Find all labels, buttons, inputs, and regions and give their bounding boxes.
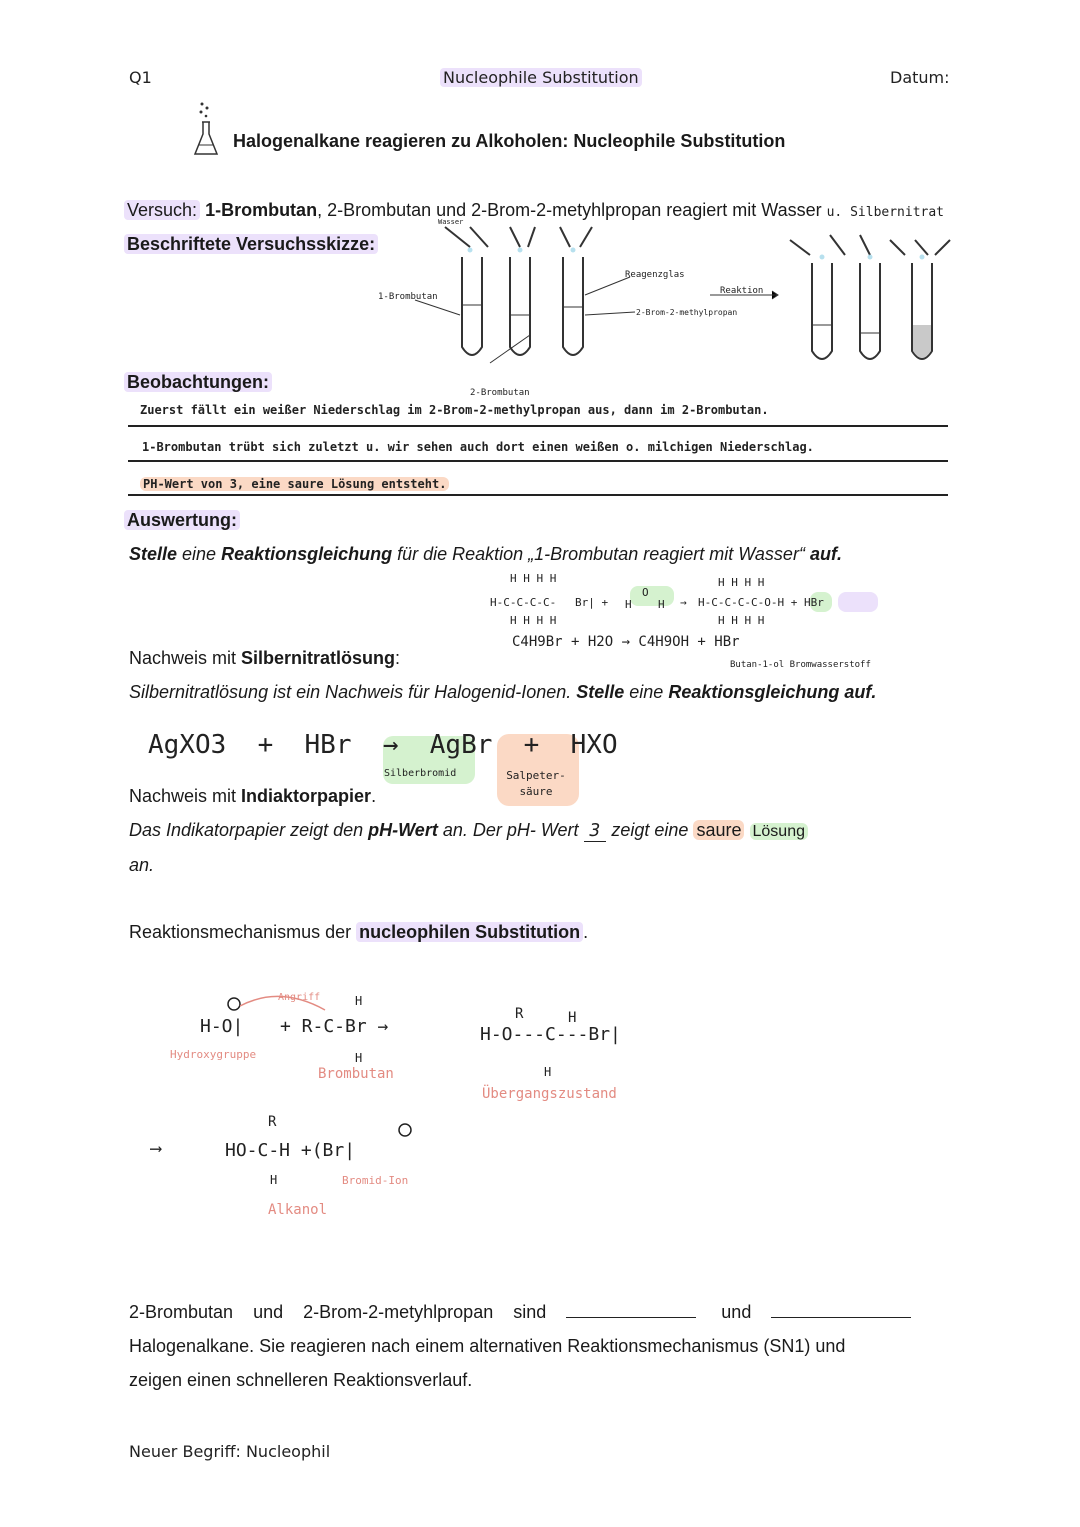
header-center — [440, 68, 642, 87]
silber-desc: Silbernitratlösung ist ein Nachweis für Halogenid-Ionen. Stelle eine Reaktionsgleichung auf. — [129, 682, 877, 702]
ruled-line-2 — [128, 460, 948, 462]
svg-text:⟶: ⟶ — [150, 1138, 161, 1159]
page-title: Halogenalkane reagieren zu Alkoholen: Nucleophile Substitution — [233, 131, 786, 151]
auswertung-label: Auswertung: — [124, 510, 240, 531]
flask-icon — [192, 100, 220, 163]
cloze-line-2: Halogenalkane. Sie reagieren nach einem alternativen Reaktionsmechanismus (SN1) und — [129, 1336, 846, 1356]
label-wasser: Wasser — [438, 218, 464, 226]
blank-1[interactable] — [566, 1303, 696, 1318]
indikator-sentence: Das Indikatorpapier zeigt den pH-Wert an. Der pH- Wert 3 zeigt eine saure Lösung — [129, 820, 808, 841]
mechanismus-heading: Reaktionsmechanismus der nucleophilen Substitution . — [129, 922, 589, 942]
svg-text:H H H H: H H H H — [510, 572, 557, 585]
silber-equation: AgXO3 + HBr → AgBr + HXO — [148, 730, 618, 760]
svg-text:H: H — [568, 1010, 577, 1026]
versuch-bold: 1-Brombutan — [205, 200, 318, 220]
neuer-begriff: Neuer Begriff: Nucleophil — [129, 1442, 331, 1461]
skizze-label: Beschriftete Versuchsskizze: — [124, 234, 378, 255]
svg-text:R: R — [268, 1114, 277, 1130]
svg-text:H: H — [270, 1173, 278, 1187]
beobachtung-line-2: 1-Brombutan trübt sich zuletzt u. wir sehen auch dort einen weißen o. milchigen Niederschlag. — [142, 440, 814, 454]
mechanism-sketch — [150, 980, 670, 1235]
svg-text:H H H H: H H H H — [510, 614, 557, 627]
label-reagenzglas: Reagenzglas — [625, 270, 685, 280]
versuch-label: Versuch: — [124, 200, 200, 220]
auswertung-task: Stelle eine Reaktionsgleichung für die Reaktion „1-Brombutan reagiert mit Wasser“ auf. — [129, 544, 842, 564]
indikator-heading: Nachweis mit Indiaktorpapier. — [129, 786, 377, 806]
svg-text:→: → — [680, 596, 687, 609]
label-reaktion: Reaktion — [720, 286, 764, 296]
svg-text:H H H H: H H H H — [718, 614, 765, 627]
svg-text:R: R — [515, 1006, 524, 1022]
svg-text:O: O — [642, 586, 649, 599]
label-uebergang: Übergangszustand — [482, 1086, 617, 1102]
cloze-line-1: 2-Brombutan und 2-Brom-2-metyhlpropan sind und — [129, 1302, 951, 1323]
label-hydroxy: Hydroxygruppe — [170, 1048, 257, 1061]
equation-names: Butan-1-ol Bromwasserstoff — [730, 660, 871, 670]
label-brombutan1: 1-Brombutan — [378, 292, 438, 302]
svg-text:H-C-C-C-C-O-H + HBr: H-C-C-C-C-O-H + HBr — [698, 596, 824, 609]
structural-equation — [480, 568, 900, 633]
agbr-label: Silberbromid — [384, 768, 457, 779]
blank-2[interactable] — [771, 1303, 911, 1318]
ruled-line-1 — [128, 425, 948, 427]
svg-text:H: H — [544, 1065, 552, 1079]
label-brombutan-mech: Brombutan — [318, 1066, 394, 1082]
hxo-label: Salpeter-säure — [506, 769, 566, 798]
svg-text:H: H — [355, 994, 363, 1008]
ruled-line-3 — [128, 494, 948, 496]
versuch-rest: , 2-Brombutan und 2-Brom-2-metyhlpropan reagiert mit Wasser — [317, 200, 822, 220]
label-bromid: Bromid-Ion — [342, 1174, 409, 1187]
equation-formula: C4H9Br + H2O → C4H9OH + HBr — [512, 634, 740, 650]
ph-value: 3 — [584, 820, 607, 842]
label-methylpropan: 2-Brom-2-methylpropan — [636, 308, 738, 317]
cloze-line-3: zeigen einen schnelleren Reaktionsverlauf. — [129, 1370, 473, 1390]
svg-text:H-O---C---Br|: H-O---C---Br| — [480, 1024, 621, 1045]
svg-text:H: H — [355, 1051, 363, 1065]
header-right: Datum: — [890, 68, 950, 87]
versuch-handwritten: u. Silbernitrat — [826, 205, 945, 220]
label-angriff: Angriff — [278, 992, 321, 1003]
svg-text:H H H H: H H H H — [718, 576, 765, 589]
header-left: Q1 — [129, 68, 152, 87]
svg-text:Br| +: Br| + — [575, 596, 609, 609]
svg-text:H-C-C-C-C-: H-C-C-C-C- — [490, 596, 557, 609]
svg-text:H-O|: H-O| — [200, 1016, 244, 1037]
silber-heading: Nachweis mit Silbernitratlösung: — [129, 648, 401, 668]
label-alkanol: Alkanol — [268, 1202, 328, 1218]
beobachtung-line-1: Zuerst fällt ein weißer Niederschlag im 2-Brom-2-methylpropan aus, dann im 2-Brombutan. — [140, 403, 769, 417]
svg-text:H: H — [625, 598, 632, 611]
indikator-an: an. — [129, 855, 155, 875]
svg-text:H: H — [658, 598, 665, 611]
svg-text:+ R-C-Br →: + R-C-Br → — [280, 1016, 389, 1037]
beobachtungen-label: Beobachtungen: — [124, 372, 272, 393]
header-center-text: Nucleophile Substitution — [440, 68, 642, 87]
beobachtung-line-3: PH-Wert von 3, eine saure Lösung entsteht. — [140, 477, 449, 491]
label-brombutan2: 2-Brombutan — [470, 388, 530, 398]
svg-text:HO-C-H +(Br|: HO-C-H +(Br| — [225, 1140, 356, 1161]
